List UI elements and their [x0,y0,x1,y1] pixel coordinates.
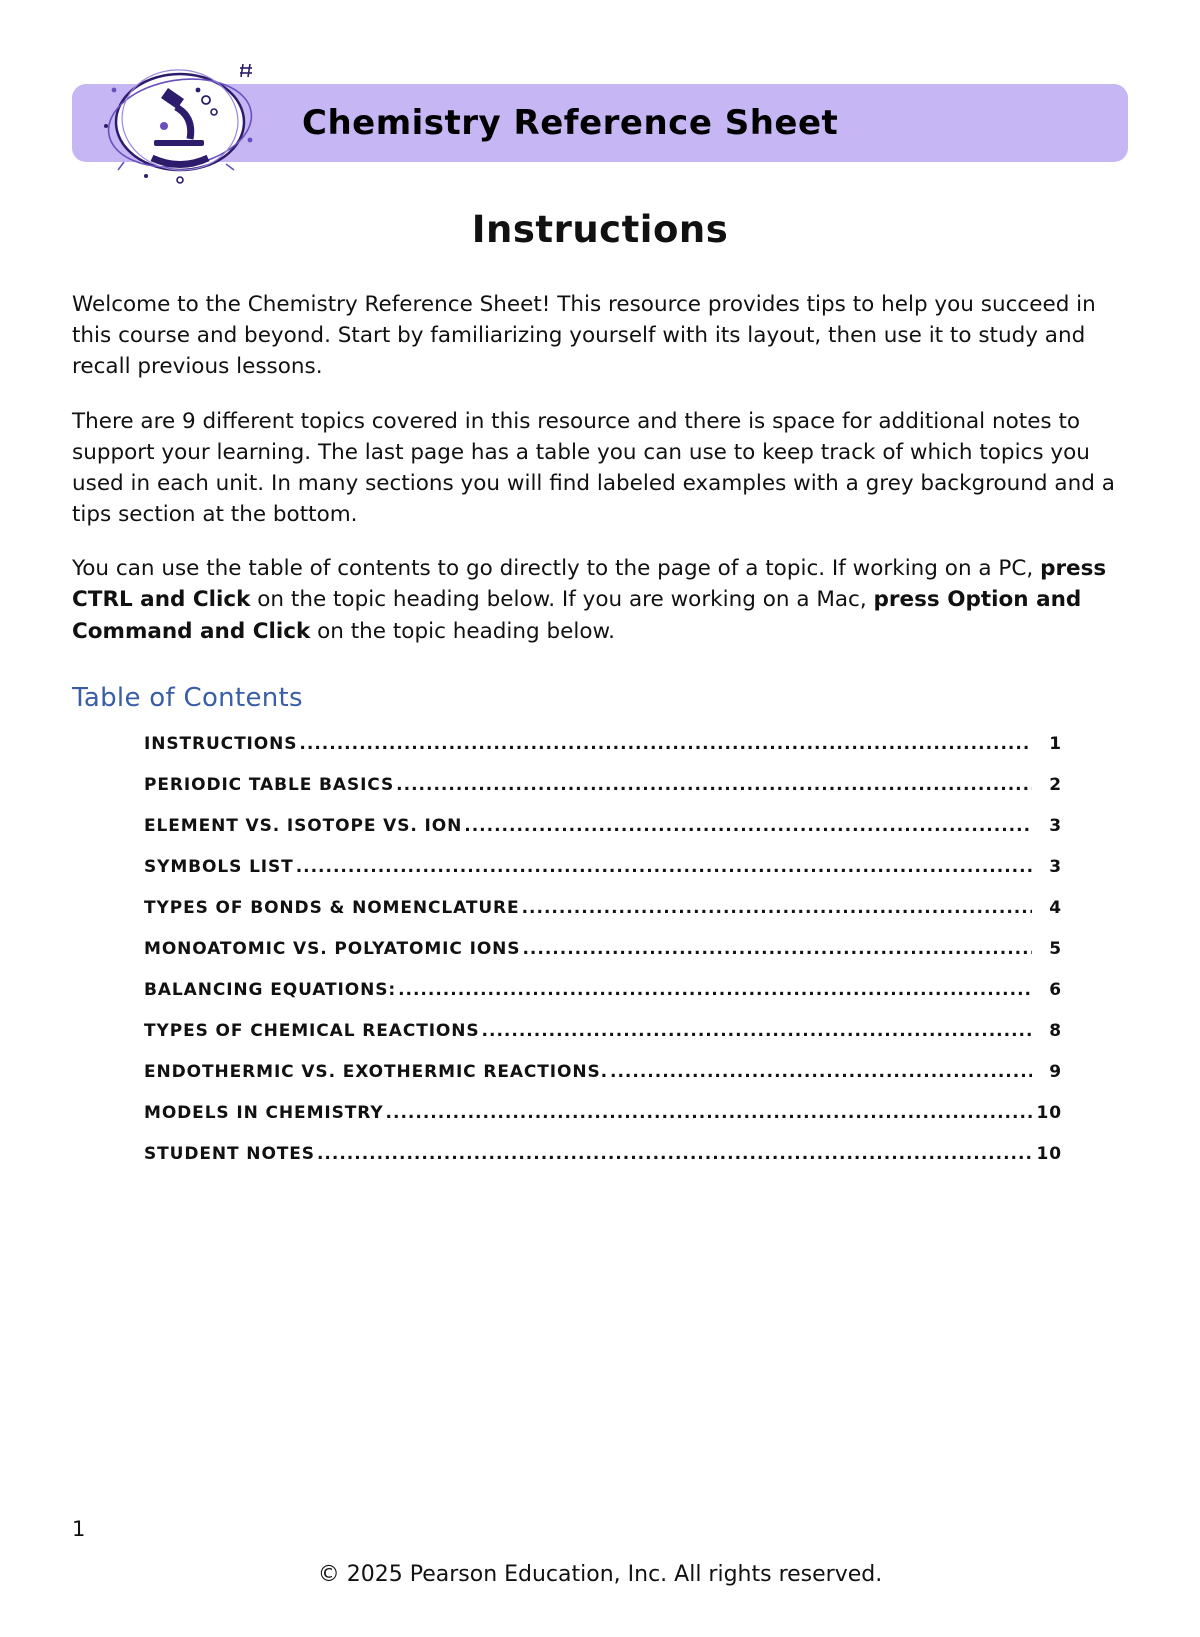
toc-entry-label: ELEMENT VS. ISOTOPE VS. ION [144,815,463,836]
toc-dot-leader [482,1021,1032,1041]
header-banner [72,84,1128,162]
toc-dot-leader [522,898,1032,918]
toc-entry-label: PERIODIC TABLE BASICS [144,774,395,795]
toc-entry-page: 8 [1049,1020,1062,1041]
toc-entry-balancing-equations[interactable] [144,980,1062,1000]
document-title: Chemistry Reference Sheet [302,103,839,143]
toc-dot-leader [522,939,1032,959]
toc-entry-periodic-table-basics[interactable] [144,775,1062,795]
table-of-contents [144,734,1062,1164]
toc-entry-page: 3 [1049,815,1062,836]
toc-entry-page: 4 [1049,897,1062,918]
toc-howto-text-1: You can use the table of contents to go directly to the page of a topic. If working on a PC, [72,556,1041,582]
toc-entry-label: MONOATOMIC VS. POLYATOMIC IONS [144,938,521,959]
toc-entry-label: ENDOTHERMIC VS. EXOTHERMIC REACTIONS. [144,1061,609,1082]
page-heading-instructions: Instructions [471,208,729,251]
toc-entry-page: 9 [1049,1061,1062,1082]
toc-entry-symbols-list[interactable] [144,857,1062,877]
toc-howto-bold-pc: press CTRL and Click [72,556,1107,613]
toc-entry-page: 10 [1036,1143,1062,1164]
toc-dot-leader [610,1062,1032,1082]
toc-entry-label: SYMBOLS LIST [144,856,294,877]
toc-entry-monoatomic-polyatomic[interactable] [144,939,1062,959]
toc-entry-page: 3 [1049,856,1062,877]
toc-dot-leader [296,857,1032,877]
toc-entry-page: 6 [1049,979,1062,1000]
paragraph-welcome: Welcome to the Chemistry Reference Sheet! This resource provides tips to help you succeed in this course and beyond. Start by familiarizing yourself with its layout, then use it to study and recall previous lessons. [72,292,1096,380]
toc-howto-bold-mac: press Option and Command and Click [72,587,1082,644]
toc-dot-leader [317,1144,1032,1164]
toc-entry-page: 1 [1049,733,1062,754]
toc-entry-label: TYPES OF BONDS & NOMENCLATURE [144,897,520,918]
chemistry-microscope-logo-icon [94,60,266,188]
page-number: 1 [72,1517,86,1541]
toc-dot-leader [464,816,1032,836]
toc-entry-page: 2 [1049,774,1062,795]
toc-entry-student-notes[interactable] [144,1144,1062,1164]
toc-entry-label: STUDENT NOTES [144,1143,315,1164]
body-copy [72,289,1128,647]
toc-dot-leader [398,980,1032,1000]
copyright-notice: © 2025 Pearson Education, Inc. All rights reserved. [317,1562,883,1587]
toc-entry-label: BALANCING EQUATIONS: [144,979,397,1000]
toc-entry-page: 5 [1049,938,1062,959]
toc-entry-element-isotope-ion[interactable] [144,816,1062,836]
toc-entry-instructions[interactable] [144,734,1062,754]
toc-entry-label: MODELS IN CHEMISTRY [144,1102,384,1123]
paragraph-topics: There are 9 different topics covered in this resource and there is space for additional notes to support your learning. The last page has a table you can use to keep track of which topics you used in each unit. In many sections you will find labeled examples with a grey background and a tips section at the bottom. [72,408,1115,528]
toc-entry-models-in-chemistry[interactable] [144,1103,1062,1123]
toc-howto-text-3: on the topic heading below. [310,618,615,644]
toc-entry-label: TYPES OF CHEMICAL REACTIONS [144,1020,480,1041]
toc-entry-page: 10 [1036,1102,1062,1123]
toc-entry-label: INSTRUCTIONS [144,733,298,754]
toc-dot-leader [396,775,1032,795]
toc-entry-types-of-bonds[interactable] [144,898,1062,918]
toc-entry-endo-exothermic[interactable] [144,1062,1062,1082]
paragraph-toc-howto [72,553,1128,647]
toc-dot-leader [386,1103,1032,1123]
toc-dot-leader [299,734,1032,754]
toc-title: Table of Contents [72,682,303,713]
toc-howto-text-2: on the topic heading below. If you are working on a Mac, [250,587,874,613]
toc-entry-chemical-reactions[interactable] [144,1021,1062,1041]
